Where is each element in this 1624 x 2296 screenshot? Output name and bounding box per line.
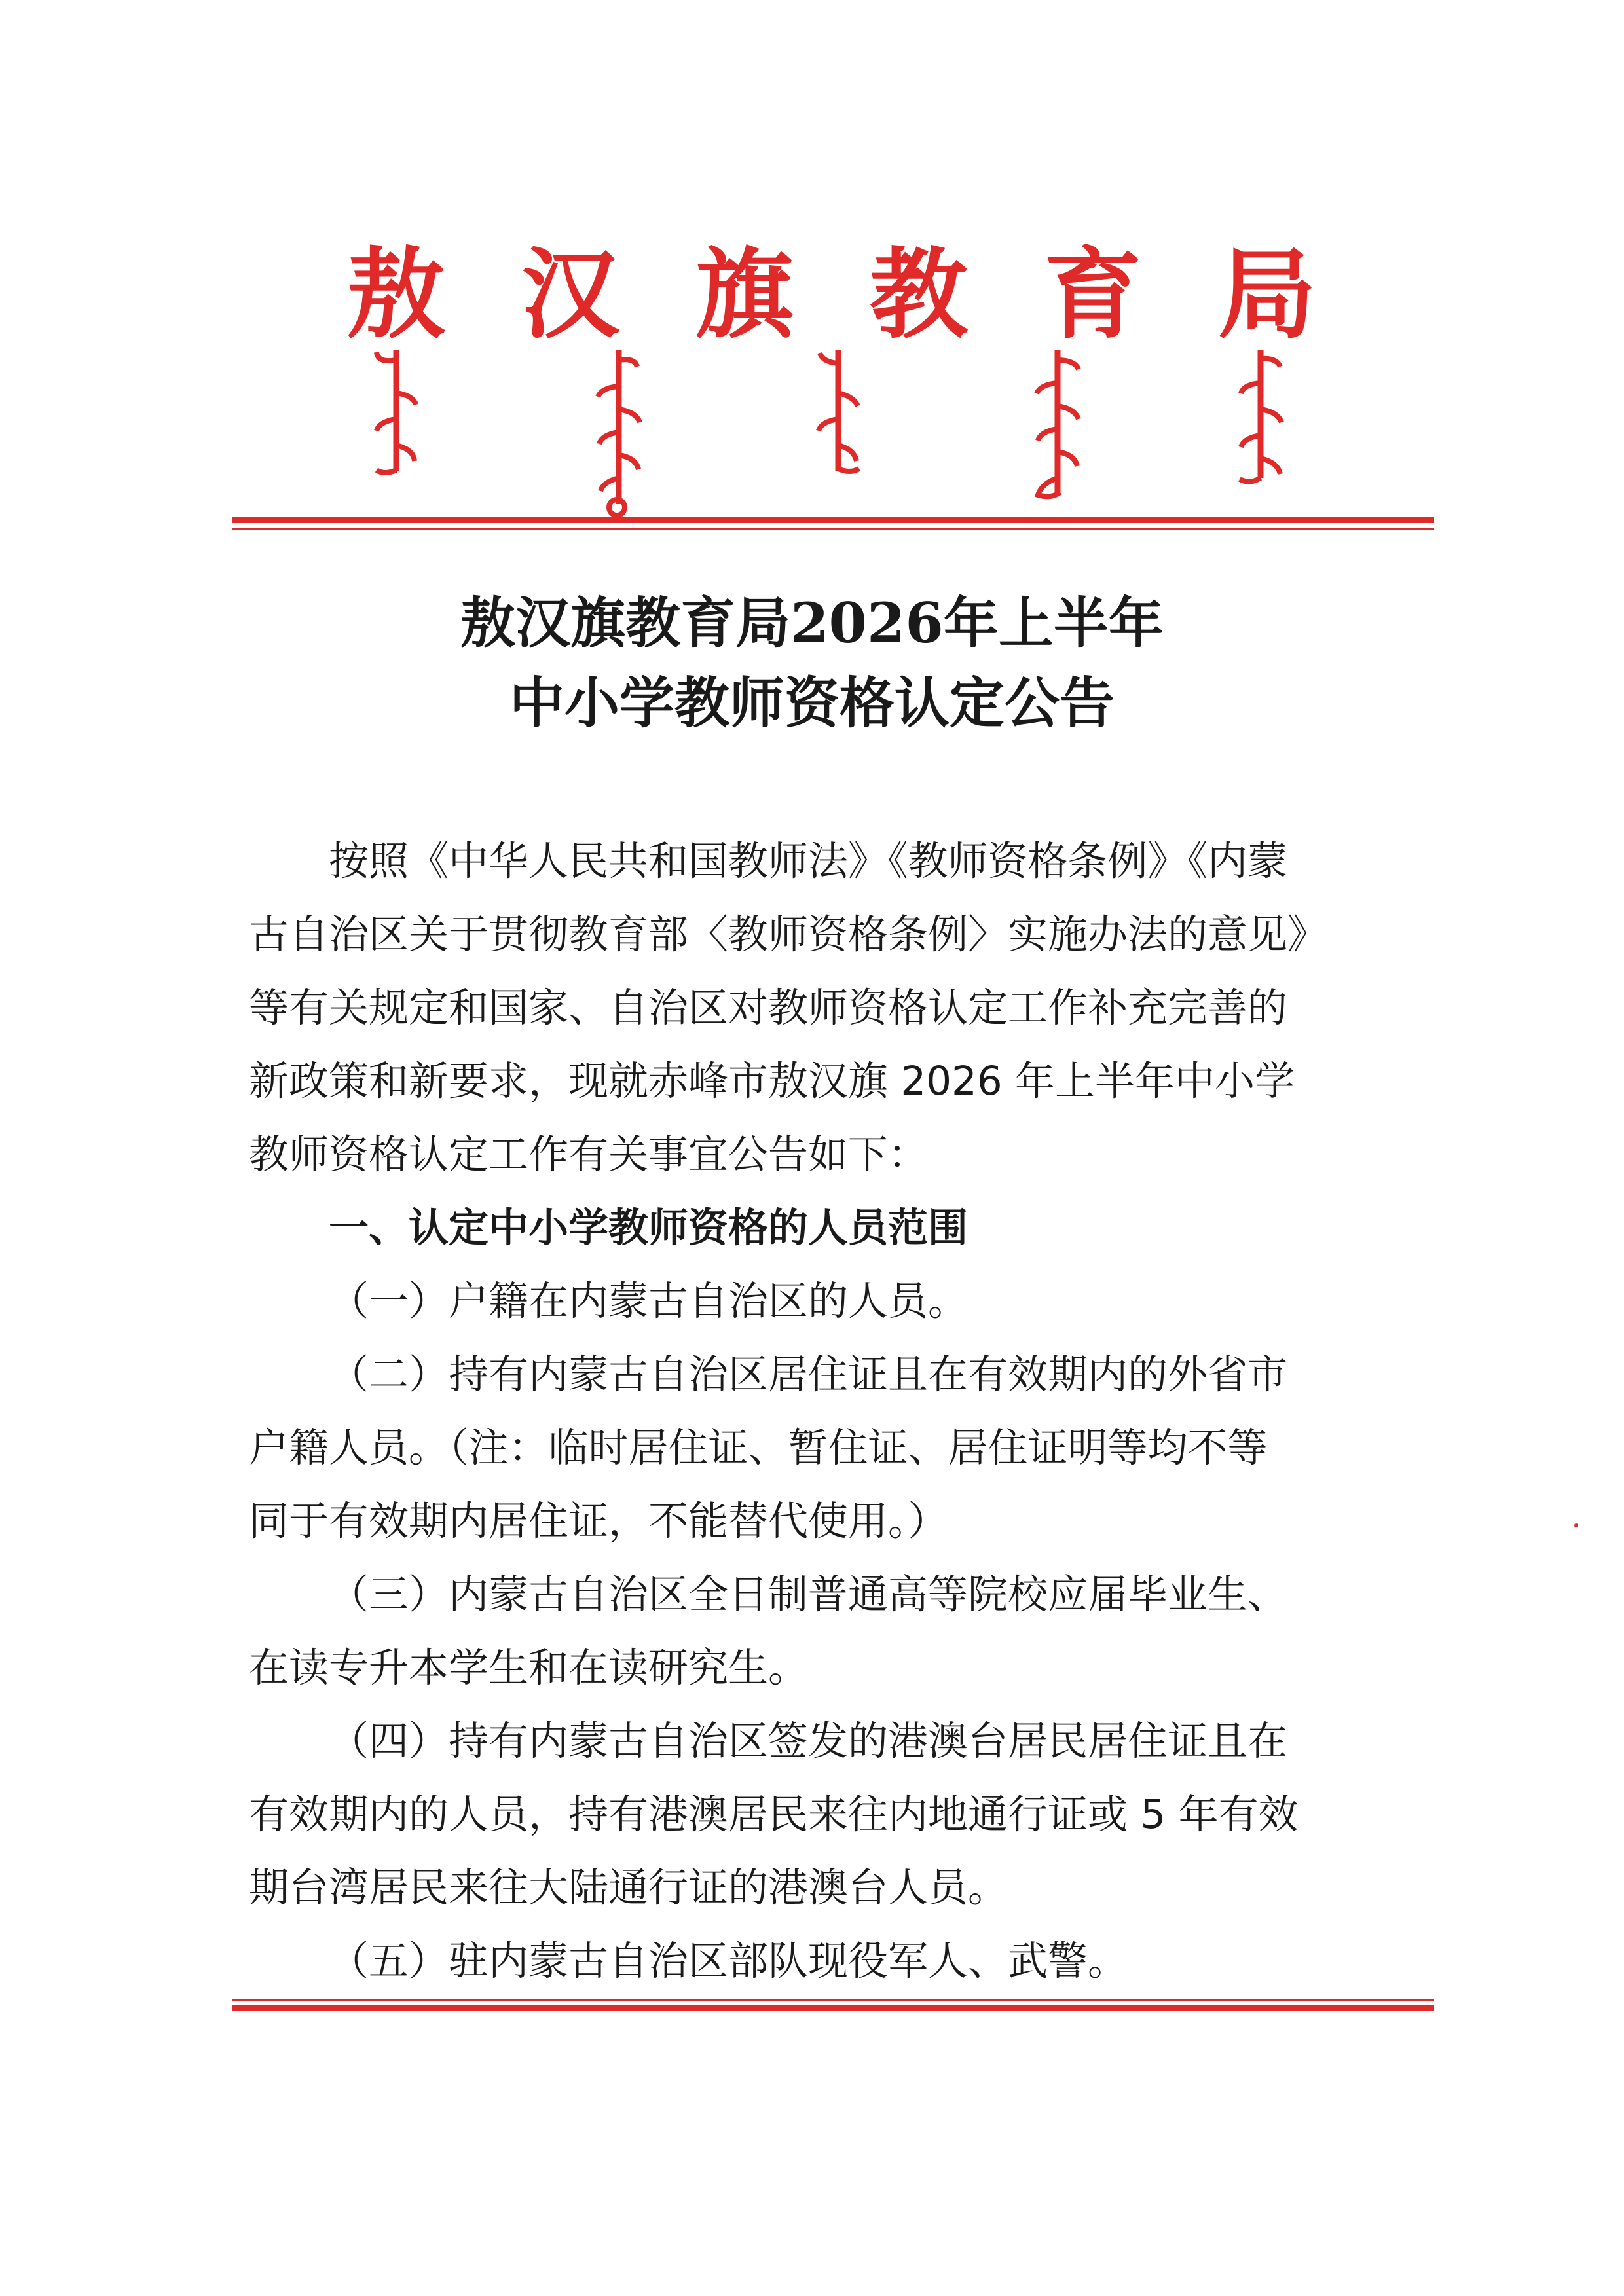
letterhead-char: 旗 — [695, 237, 794, 352]
mongolian-word-4 — [1022, 347, 1094, 511]
letterhead-mongolian-script — [347, 347, 1316, 517]
intro-line: 新政策和新要求，现就赤峰市敖汉旗 2026 年上半年中小学 — [249, 1058, 1295, 1104]
letterhead-char: 汉 — [521, 237, 619, 352]
letterhead-char: 局 — [1217, 237, 1316, 352]
intro-line: 等有关规定和国家、自治区对教师资格认定工作补充完善的 — [249, 985, 1288, 1031]
item-line: （二）持有内蒙古自治区居住证且在有效期内的外省市 — [329, 1351, 1288, 1398]
letterhead-divider-thick — [232, 517, 1434, 523]
item-line: （一）户籍在内蒙古自治区的人员。 — [329, 1278, 969, 1324]
letterhead-char: 教 — [869, 237, 968, 352]
letterhead-char: 育 — [1043, 237, 1142, 352]
item-line: 有效期内的人员，持有港澳居民来往内地通行证或 5 年有效 — [249, 1791, 1299, 1838]
item-line: （五）驻内蒙古自治区部队现役军人、武警。 — [329, 1938, 1128, 1984]
item-line: 期台湾居民来往大陆通行证的港澳台人员。 — [249, 1865, 1008, 1911]
letterhead-title — [347, 239, 1316, 350]
notice-title-line-2: 中小学教师资格认定公告 — [509, 670, 1115, 735]
stray-mark — [1574, 1523, 1578, 1527]
mongolian-word-5 — [1225, 347, 1297, 491]
item-line: 户籍人员。（注：临时居住证、暂住证、居住证明等均不等 — [249, 1425, 1268, 1471]
footer-divider-thick — [232, 2005, 1434, 2011]
mongolian-word-2 — [583, 347, 655, 517]
notice-title-line-1: 敖汉旗教育局2026年上半年 — [460, 591, 1164, 655]
intro-line: 古自治区关于贯彻教育部〈教师资格条例〉实施办法的意见》 — [249, 911, 1328, 958]
intro-line: 按照《中华人民共和国教师法》《教师资格条例》《内蒙 — [329, 838, 1288, 884]
item-line: （四）持有内蒙古自治区签发的港澳台居民居住证且在 — [329, 1718, 1288, 1764]
mongolian-word-3 — [805, 347, 871, 478]
mongolian-word-1 — [367, 347, 426, 478]
letterhead-divider-thin — [232, 528, 1434, 530]
letterhead-char: 敖 — [347, 237, 446, 352]
item-line: 同于有效期内居住证，不能替代使用。） — [249, 1498, 948, 1544]
intro-line: 教师资格认定工作有关事宜公告如下： — [249, 1131, 929, 1178]
footer-divider-thin — [232, 1999, 1434, 2001]
item-line: 在读专升本学生和在读研究生。 — [249, 1645, 809, 1691]
section-heading: 一、认定中小学教师资格的人员范围 — [329, 1205, 969, 1251]
item-line: （三）内蒙古自治区全日制普通高等院校应届毕业生、 — [329, 1571, 1288, 1618]
